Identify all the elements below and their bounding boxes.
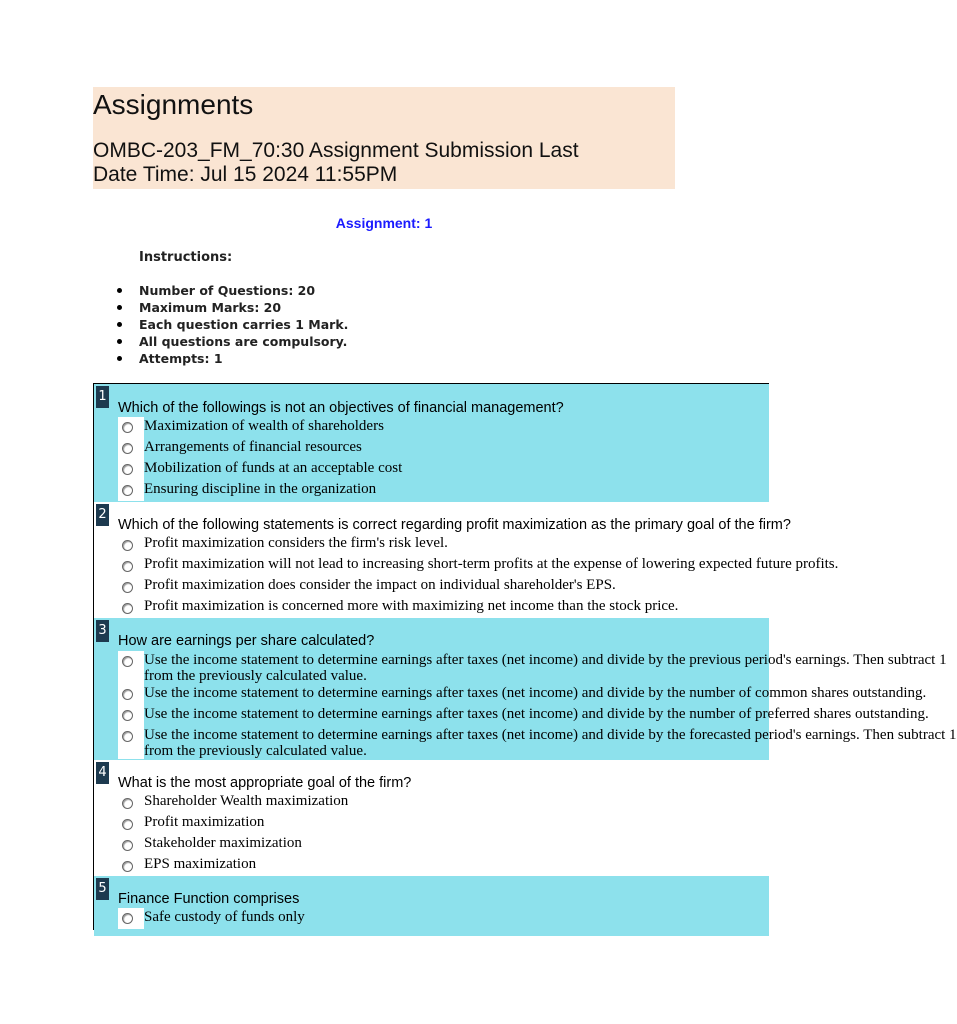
radio-button[interactable] <box>122 582 133 593</box>
page-header <box>93 87 675 189</box>
radio-button[interactable] <box>122 656 133 667</box>
answer-option[interactable] <box>118 459 769 480</box>
answer-option[interactable] <box>118 792 769 813</box>
option-label: Profit maximization considers the firm's risk level. <box>144 535 448 551</box>
option-label: Maximization of wealth of shareholders <box>144 418 384 434</box>
answer-option[interactable] <box>118 726 957 759</box>
question-text: How are earnings per share calculated? <box>118 633 375 649</box>
question-number: 2 <box>96 504 109 526</box>
question-number: 3 <box>96 620 109 642</box>
radio-button[interactable] <box>122 819 133 830</box>
option-label: Arrangements of financial resources <box>144 439 362 455</box>
answer-option[interactable] <box>118 597 769 618</box>
answer-option[interactable] <box>118 417 769 438</box>
option-label: Use the income statement to determine earnings after taxes (net income) and divide by the number of common shares outstanding. <box>144 685 927 701</box>
answer-option[interactable] <box>118 480 769 501</box>
question-block <box>94 618 957 760</box>
option-label: Ensuring discipline in the organization <box>144 481 377 497</box>
assignment-heading: Assignment: 1 <box>335 215 433 231</box>
instruction-item: Maximum Marks: 20 <box>117 300 348 317</box>
option-label: Use the income statement to determine earnings after taxes (net income) and divide by the previous period's earnings. Then subtract 1 <box>144 652 947 668</box>
instruction-item: All questions are compulsory. <box>117 334 348 351</box>
radio-button[interactable] <box>122 422 133 433</box>
option-label: Profit maximization will not lead to increasing short-term profits at the expense of lowering expected future profits. <box>144 556 839 572</box>
question-block <box>94 502 839 618</box>
radio-button[interactable] <box>122 913 133 924</box>
question-block <box>94 876 769 936</box>
question-number: 5 <box>96 878 109 900</box>
answer-option[interactable] <box>118 651 947 684</box>
radio-button[interactable] <box>122 710 133 721</box>
answer-option[interactable] <box>118 438 769 459</box>
instruction-item: Attempts: 1 <box>117 351 348 368</box>
radio-button[interactable] <box>122 443 133 454</box>
radio-button[interactable] <box>122 861 133 872</box>
answer-option[interactable] <box>118 576 769 597</box>
radio-button[interactable] <box>122 485 133 496</box>
subtitle-line-2: Date Time: Jul 15 2024 11:55PM <box>93 163 398 186</box>
option-label: Stakeholder maximization <box>144 835 302 851</box>
option-label: Shareholder Wealth maximization <box>144 793 349 809</box>
answer-option[interactable] <box>118 908 769 929</box>
subtitle-line-1: OMBC-203_FM_70:30 Assignment Submission Last <box>93 139 579 162</box>
answer-option[interactable] <box>118 555 839 576</box>
option-label: Profit maximization is concerned more with maximizing net income than the stock price. <box>144 598 679 614</box>
question-number: 4 <box>96 762 109 784</box>
radio-button[interactable] <box>122 840 133 851</box>
option-label-continued: from the previously calculated value. <box>144 743 367 759</box>
answer-option[interactable] <box>118 705 929 726</box>
option-label-continued: from the previously calculated value. <box>144 668 367 684</box>
radio-button[interactable] <box>122 798 133 809</box>
question-text: Which of the followings is not an objectives of financial management? <box>118 400 564 416</box>
answer-option[interactable] <box>118 684 927 705</box>
question-text: Which of the following statements is correct regarding profit maximization as the primary goal of the firm? <box>118 517 791 533</box>
instruction-item: Number of Questions: 20 <box>117 283 348 300</box>
question-block <box>94 384 769 502</box>
question-number: 1 <box>96 386 109 408</box>
page-title: Assignments <box>93 89 254 120</box>
question-text: Finance Function comprises <box>118 891 300 907</box>
radio-button[interactable] <box>122 731 133 742</box>
answer-option[interactable] <box>118 834 769 855</box>
radio-button[interactable] <box>122 689 133 700</box>
option-label: Profit maximization does consider the impact on individual shareholder's EPS. <box>144 577 616 593</box>
assignment-subtitle <box>93 139 673 187</box>
answer-option[interactable] <box>118 534 769 555</box>
option-label: Mobilization of funds at an acceptable cost <box>144 460 403 476</box>
option-label: Safe custody of funds only <box>144 909 305 925</box>
radio-button[interactable] <box>122 464 133 475</box>
question-text: What is the most appropriate goal of the firm? <box>118 775 412 791</box>
option-label: Use the income statement to determine earnings after taxes (net income) and divide by the forecasted period's earnings. Then subtract 1 <box>144 727 957 743</box>
option-label: Use the income statement to determine earnings after taxes (net income) and divide by the number of preferred shares outstanding. <box>144 706 929 722</box>
option-label: EPS maximization <box>144 856 257 872</box>
radio-button[interactable] <box>122 561 133 572</box>
answer-option[interactable] <box>118 855 769 876</box>
instructions-label: Instructions: <box>139 250 233 265</box>
radio-button[interactable] <box>122 603 133 614</box>
instructions-list <box>117 283 348 368</box>
instruction-item: Each question carries 1 Mark. <box>117 317 348 334</box>
option-label: Profit maximization <box>144 814 265 830</box>
radio-button[interactable] <box>122 540 133 551</box>
answer-option[interactable] <box>118 813 769 834</box>
question-block <box>94 760 769 876</box>
question-list <box>93 383 957 930</box>
